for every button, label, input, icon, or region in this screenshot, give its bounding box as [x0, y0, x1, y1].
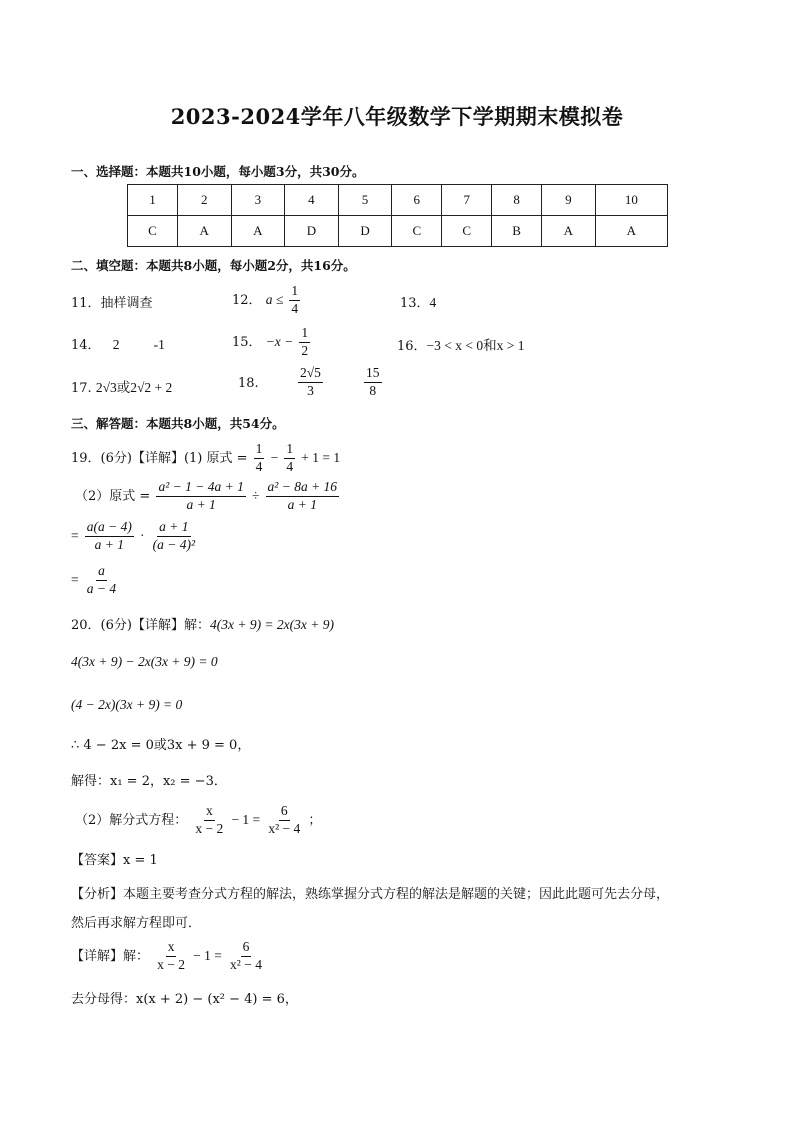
q11-number: 11． [71, 296, 101, 311]
q17-number: 17. [71, 381, 92, 396]
table-cell: C [128, 216, 178, 247]
q16-answer: −3 < x < 0和x > 1 [426, 338, 525, 353]
fraction-numerator: a² − 8a + 16 [266, 480, 340, 497]
section-choice-heading: 一、选择题：本题共10小题，每小题3分，共30分。 [71, 164, 365, 179]
analysis-line-2: 然后再求解方程即可． [71, 916, 202, 931]
q13-number: 13． [400, 296, 430, 311]
fraction [193, 804, 225, 837]
fraction-denominator: 4 [291, 300, 299, 316]
fraction-denominator: x − 2 [157, 956, 186, 972]
table-cell: C [442, 216, 492, 247]
clear-denominator-line: 去分母得：x(x + 2) − (x² − 4) = 6， [71, 992, 298, 1007]
q14-answer-b: -1 [153, 337, 165, 352]
fraction-numerator: x [204, 804, 215, 821]
fraction-denominator: (a − 4)² [152, 536, 196, 552]
fraction-denominator: 3 [307, 382, 314, 398]
table-cell: A [595, 216, 667, 247]
table-cell: A [542, 216, 596, 247]
q19-part1 [71, 442, 340, 475]
detail-head: 【详解】解： [71, 948, 150, 964]
q13 [400, 292, 436, 311]
answer-table [127, 184, 668, 247]
fraction-denominator: 4 [286, 458, 294, 474]
q15-fraction [299, 326, 310, 359]
q20-part2-head: （2）解分式方程： [75, 812, 188, 828]
q15-number: 15． [232, 334, 262, 350]
q15 [232, 326, 312, 359]
fraction-numerator: 1 [254, 442, 265, 459]
q20-head: 20．(6分)【详解】解： [71, 618, 210, 633]
table-cell: 6 [392, 185, 442, 216]
fraction [85, 520, 134, 553]
fraction [151, 520, 197, 553]
fraction-numerator: a(a − 4) [85, 520, 134, 537]
operator: ÷ [251, 487, 260, 503]
section-fill-heading: 二、填空题：本题共8小题，每小题2分，共16分。 [71, 258, 356, 273]
punctuation: ； [308, 812, 322, 828]
q13-answer: 4 [429, 295, 437, 310]
fraction [228, 940, 264, 973]
table-cell: B [492, 216, 542, 247]
table-row-answers [128, 216, 668, 247]
table-cell: D [285, 216, 339, 247]
q19-head: 19．(6分)【详解】(1) 原式 = [71, 450, 248, 466]
table-cell: C [392, 216, 442, 247]
q19-step2 [71, 520, 199, 553]
fraction-denominator: x² − 4 [230, 956, 262, 972]
table-cell: 7 [442, 185, 492, 216]
q11 [71, 292, 153, 311]
q16-number: 16． [397, 339, 427, 354]
table-cell: 9 [542, 185, 596, 216]
operator: − [270, 449, 279, 465]
fraction [254, 442, 265, 475]
table-cell: A [177, 216, 231, 247]
fraction-denominator: x² − 4 [268, 820, 301, 836]
q19-step3 [71, 564, 120, 597]
q12-lhs: a ≤ [265, 291, 284, 307]
equation: (4 − 2x)(3x + 9) = 0 [71, 697, 183, 712]
q18-answer-a [296, 366, 325, 399]
equation: 4(3x + 9) = 2x(3x + 9) [209, 617, 335, 632]
fraction-numerator: a [96, 564, 107, 581]
solution-line: 解得：x₁ = 2，x₂ = −3． [71, 774, 227, 789]
equation: ∴ 4 − 2x = 0或3x + 9 = 0， [71, 738, 251, 753]
q15-lhs: −x − [265, 333, 294, 349]
q17-answer: 2√3或2√2 + 2 [95, 380, 173, 395]
table-cell: 8 [492, 185, 542, 216]
fraction [284, 442, 295, 475]
operator: − 1 = [193, 947, 222, 963]
table-cell: 1 [128, 185, 178, 216]
table-cell: 2 [177, 185, 231, 216]
q19-part2-head: （2）原式 = [75, 488, 151, 504]
q12-fraction [289, 284, 300, 317]
fraction [155, 940, 187, 973]
q17 [71, 376, 172, 396]
fraction [266, 480, 340, 513]
fraction-numerator: 6 [241, 940, 252, 957]
fraction-denominator: 8 [369, 382, 377, 398]
operator: = [71, 571, 79, 587]
fraction [85, 564, 118, 597]
table-cell: 3 [231, 185, 285, 216]
q18-answer-b [362, 366, 384, 399]
fraction-denominator: a + 1 [287, 496, 317, 512]
q11-answer: 抽样调查 [100, 296, 153, 311]
q19-part2 [75, 480, 341, 513]
fraction-numerator: 1 [289, 284, 300, 301]
operator: = [71, 527, 79, 543]
q14-answer-a: 2 [112, 337, 120, 352]
fraction-denominator: x − 2 [195, 820, 224, 836]
q20-line1 [71, 614, 334, 633]
q12-number: 12． [232, 292, 262, 308]
table-cell: A [231, 216, 285, 247]
fraction-denominator: a + 1 [186, 496, 216, 512]
operator: · [140, 527, 145, 543]
q20-part2 [75, 804, 321, 837]
fraction-numerator: 1 [299, 326, 310, 343]
q14 [71, 334, 165, 353]
section-solve-heading: 三、解答题：本题共8小题，共54分。 [71, 416, 285, 431]
fraction-numerator: 15 [364, 366, 382, 383]
table-cell: D [338, 216, 392, 247]
q14-number: 14． [71, 338, 101, 353]
page-title: 2023-2024学年八年级数学下学期期末模拟卷 [170, 104, 624, 129]
q18-number: 18. [238, 376, 259, 391]
fraction-denominator: 4 [255, 458, 263, 474]
q12 [232, 284, 302, 317]
fraction-numerator: 1 [284, 442, 295, 459]
fraction-numerator: 6 [279, 804, 290, 821]
q18-fraction-a [298, 366, 323, 399]
fraction-denominator: 2 [301, 342, 309, 358]
fraction-numerator: 2√5 [298, 366, 323, 383]
q18-fraction-b [364, 366, 382, 399]
fraction-numerator: a + 1 [157, 520, 190, 537]
fraction-denominator: a + 1 [94, 536, 124, 552]
table-cell: 4 [285, 185, 339, 216]
equation: 4(3x + 9) − 2x(3x + 9) = 0 [71, 654, 218, 669]
fraction-numerator: x [166, 940, 177, 957]
table-cell: 5 [338, 185, 392, 216]
table-row-numbers [128, 185, 668, 216]
fraction [156, 480, 245, 513]
fraction [266, 804, 302, 837]
table-cell: 10 [595, 185, 667, 216]
expression-tail: + 1 = 1 [301, 449, 341, 465]
analysis-line-1: 【分析】本题主要考查分式方程的解法，熟练掌握分式方程的解法是解题的关键；因此此题可先去分母， [71, 887, 670, 902]
operator: − 1 = [231, 811, 261, 827]
fraction-numerator: a² − 1 − 4a + 1 [156, 480, 245, 497]
detail-line [71, 940, 266, 973]
answer-line: 【答案】x = 1 [71, 853, 158, 868]
q16 [397, 334, 525, 354]
fraction-denominator: a − 4 [86, 580, 117, 596]
